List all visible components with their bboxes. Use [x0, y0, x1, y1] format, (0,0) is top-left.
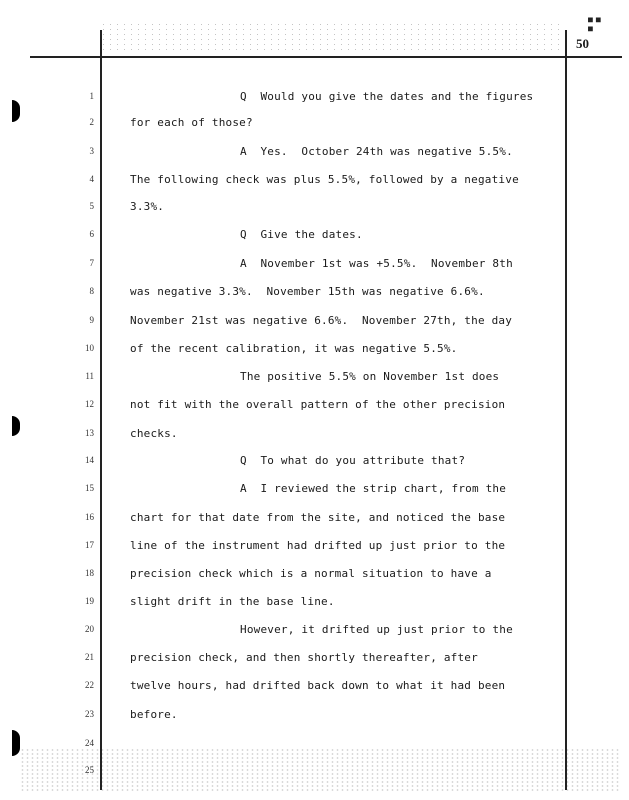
- line-number: 22: [85, 680, 94, 690]
- transcript-line: precision check which is a normal situation to have a: [130, 567, 492, 580]
- transcript-line: November 21st was negative 6.6%. November 27th, the day: [130, 314, 513, 327]
- line-number: 21: [85, 652, 94, 662]
- transcript-line: A Yes. October 24th was negative 5.5%.: [240, 145, 513, 158]
- transcript-line: for each of those?: [130, 116, 253, 129]
- line-number: 11: [85, 371, 94, 381]
- transcript-line: before.: [130, 708, 178, 721]
- right-margin-rule: [565, 30, 567, 790]
- transcript-line: 3.3%.: [130, 200, 165, 213]
- top-rule: [30, 56, 622, 58]
- transcript-line: Q Would you give the dates and the figures: [240, 90, 534, 103]
- transcript-line: A November 1st was +5.5%. November 8th: [240, 257, 513, 270]
- scan-noise-bottom: [20, 748, 620, 793]
- transcript-line: checks.: [130, 427, 178, 440]
- line-number: 3: [89, 146, 94, 156]
- left-margin-rule: [100, 30, 102, 790]
- line-number: 14: [85, 455, 94, 465]
- transcript-line: slight drift in the base line.: [130, 595, 335, 608]
- line-number: 7: [89, 258, 94, 268]
- line-number: 13: [85, 428, 94, 438]
- line-number: 2: [89, 117, 94, 127]
- line-number: 17: [85, 540, 94, 550]
- transcript-line: Q Give the dates.: [240, 228, 363, 241]
- line-number: 16: [85, 512, 94, 522]
- transcript-line: The following check was plus 5.5%, followed by a negative: [130, 173, 519, 186]
- line-number: 8: [89, 286, 94, 296]
- binder-hole-mark: [12, 730, 20, 756]
- scan-noise-top: [100, 22, 565, 52]
- transcript-line: The positive 5.5% on November 1st does: [240, 370, 500, 383]
- line-number: 12: [85, 399, 94, 409]
- line-number: 25: [85, 765, 94, 775]
- corner-dots: ■■ ■: [588, 15, 604, 33]
- line-number: 15: [85, 483, 94, 493]
- line-number: 6: [89, 229, 94, 239]
- line-number: 24: [85, 738, 94, 748]
- binder-hole-mark: [12, 416, 20, 436]
- transcript-line: line of the instrument had drifted up just prior to the: [130, 539, 506, 552]
- transcript-line: not fit with the overall pattern of the other precision: [130, 398, 506, 411]
- transcript-line: However, it drifted up just prior to the: [240, 623, 513, 636]
- line-number: 23: [85, 709, 94, 719]
- transcript-line: chart for that date from the site, and noticed the base: [130, 511, 506, 524]
- transcript-line: was negative 3.3%. November 15th was negative 6.6%.: [130, 285, 485, 298]
- transcript-line: twelve hours, had drifted back down to what it had been: [130, 679, 506, 692]
- transcript-line: Q To what do you attribute that?: [240, 454, 466, 467]
- line-number: 18: [85, 568, 94, 578]
- transcript-line: precision check, and then shortly thereafter, after: [130, 651, 478, 664]
- line-number: 10: [85, 343, 94, 353]
- line-number: 5: [89, 201, 94, 211]
- line-number: 9: [89, 315, 94, 325]
- line-number: 1: [89, 91, 94, 101]
- page-number: 50: [576, 36, 589, 51]
- line-number: 20: [85, 624, 94, 634]
- binder-hole-mark: [12, 100, 20, 122]
- line-number: 19: [85, 596, 94, 606]
- line-number: 4: [89, 174, 94, 184]
- transcript-line: A I reviewed the strip chart, from the: [240, 482, 507, 495]
- transcript-line: of the recent calibration, it was negative 5.5%.: [130, 342, 458, 355]
